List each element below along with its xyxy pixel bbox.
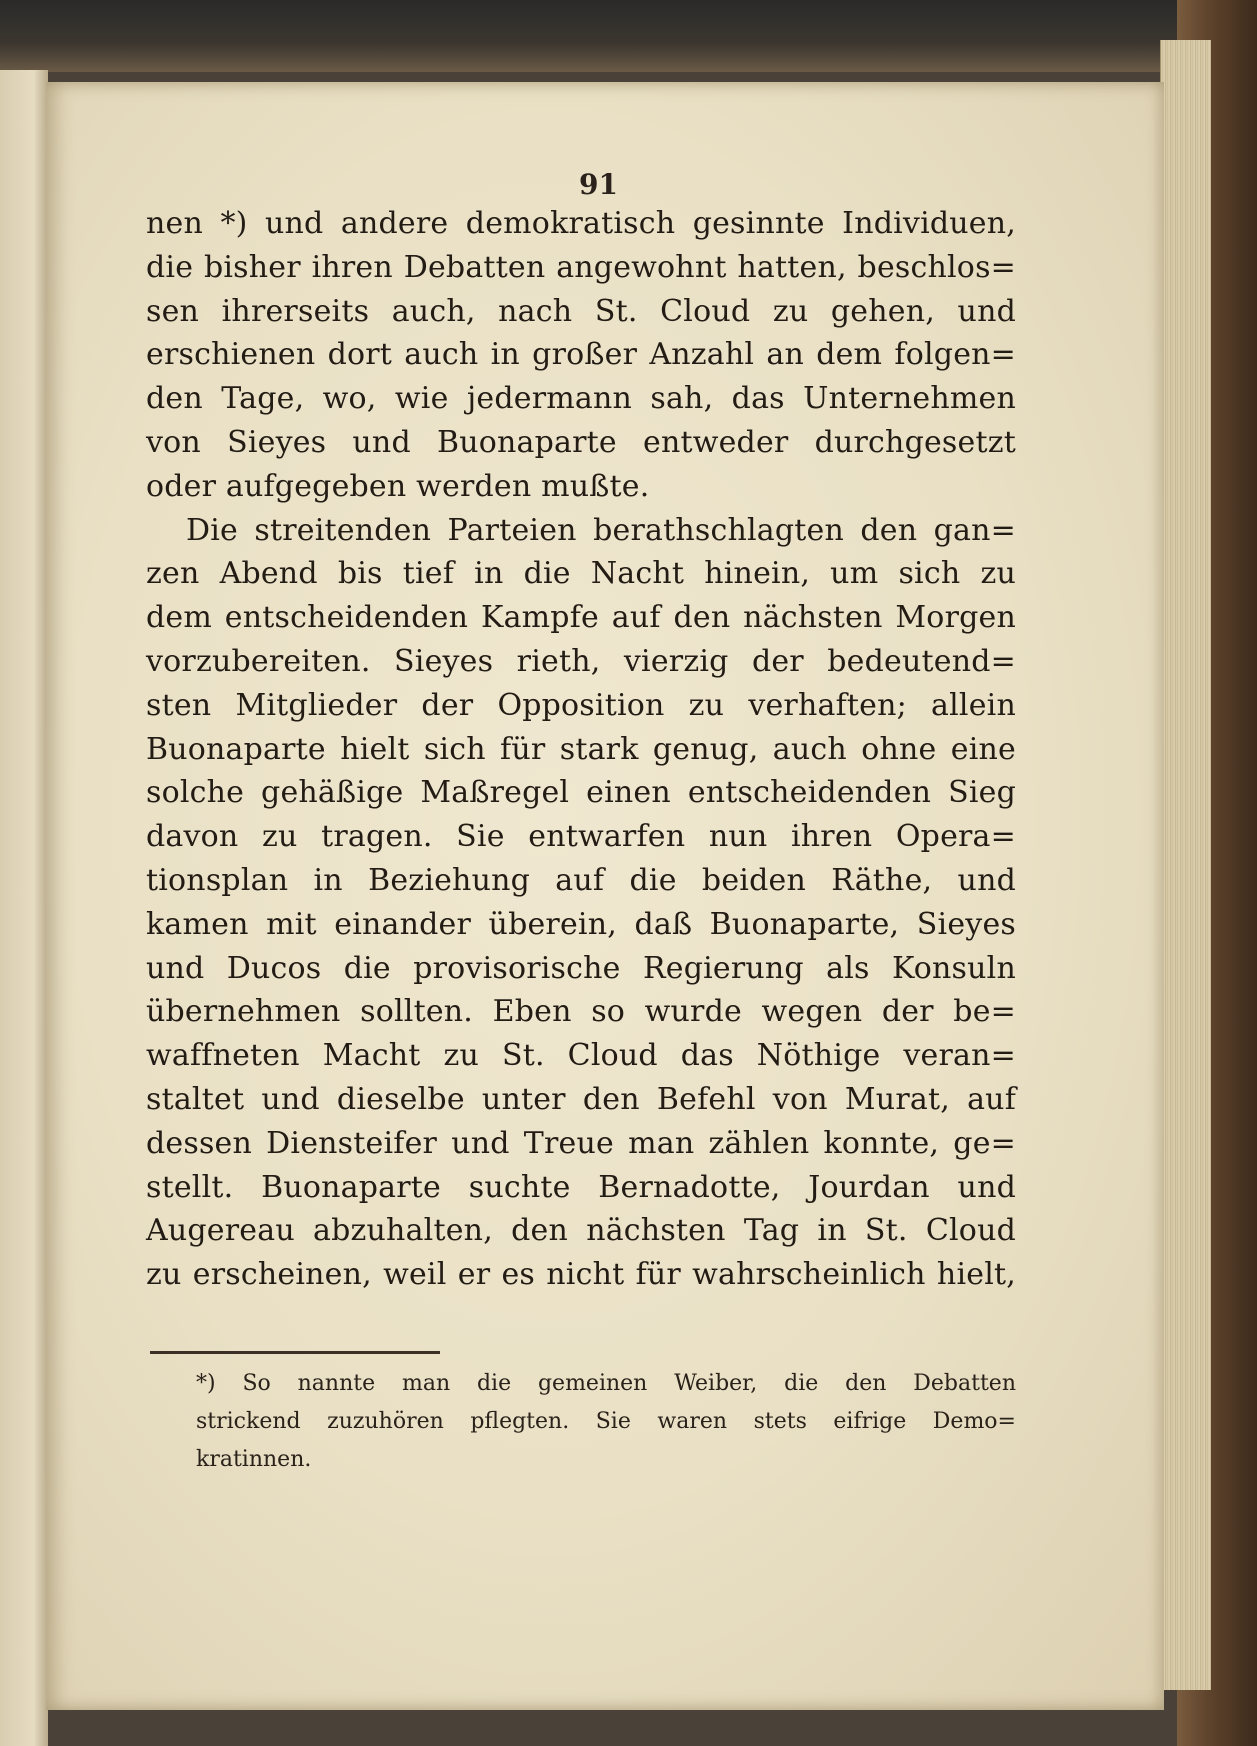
text-line: davon zu tragen. Sie entwarfen nun ihren Opera= — [146, 819, 1016, 855]
text-line: zu erscheinen, weil er es nicht für wahrscheinlich hielt, — [146, 1257, 1016, 1293]
text-line: zen Abend bis tief in die Nacht hinein, um sich zu — [146, 556, 1016, 592]
text-line: vorzubereiten. Sieyes rieth, vierzig der bedeutend= — [146, 643, 1016, 679]
page-number: 91 — [579, 168, 618, 201]
text-line: waffneten Macht zu St. Cloud das Nöthige veran= — [146, 1038, 1016, 1074]
page-edges-stack — [1160, 40, 1211, 1690]
text-line: Augereau abzuhalten, den nächsten Tag in St. Cloud — [146, 1213, 1016, 1249]
footnote-line: kratinnen. — [196, 1447, 312, 1472]
text-line: solche gehäßige Maßregel einen entscheidenden Sieg — [146, 775, 1016, 811]
text-line: dem entscheidenden Kampfe auf den nächsten Morgen — [146, 600, 1016, 636]
text-line: sten Mitglieder der Opposition zu verhaften; allein — [146, 687, 1016, 723]
text-line: kamen mit einander überein, daß Buonaparte, Sieyes — [146, 906, 1016, 942]
text-line: Buonaparte hielt sich für stark genug, auch ohne eine — [146, 731, 1016, 767]
footnote-divider — [150, 1351, 440, 1354]
text-line: den Tage, wo, wie jedermann sah, das Unternehmen — [146, 381, 1016, 417]
text-line: tionsplan in Beziehung auf die beiden Räthe, und — [146, 862, 1016, 898]
book-cover-top-edge — [0, 0, 1257, 72]
footnote-line: *) So nannte man die gemeinen Weiber, die den Debatten — [196, 1371, 1016, 1396]
footnote — [196, 1365, 1016, 1479]
text-line: übernehmen sollten. Eben so wurde wegen der be= — [146, 994, 1016, 1030]
text-line: dessen Diensteifer und Treue man zählen konnte, ge= — [146, 1125, 1016, 1161]
text-line: die bisher ihren Debatten angewohnt hatten, beschlos= — [146, 249, 1016, 285]
facing-page-edge — [0, 70, 48, 1746]
text-line: von Sieyes und Buonaparte entweder durchgesetzt — [146, 424, 1016, 460]
body-text — [146, 202, 1016, 1297]
text-line: Die streitenden Parteien berathschlagten den gan= — [186, 512, 1016, 548]
text-line: sen ihrerseits auch, nach St. Cloud zu gehen, und — [146, 293, 1016, 329]
book-page — [46, 82, 1164, 1710]
footnote-line: strickend zuzuhören pflegten. Sie waren stets eifrige Demo= — [196, 1409, 1016, 1434]
text-line: stellt. Buonaparte suchte Bernadotte, Jourdan und — [146, 1169, 1016, 1205]
text-line: nen *) und andere demokratisch gesinnte Individuen, — [146, 206, 1016, 241]
text-line: erschienen dort auch in großer Anzahl an dem folgen= — [146, 337, 1016, 373]
text-line: und Ducos die provisorische Regierung als Konsuln — [146, 950, 1016, 986]
text-line: oder aufgegeben werden mußte. — [146, 468, 650, 504]
text-line: staltet und dieselbe unter den Befehl von Murat, auf — [146, 1081, 1016, 1117]
